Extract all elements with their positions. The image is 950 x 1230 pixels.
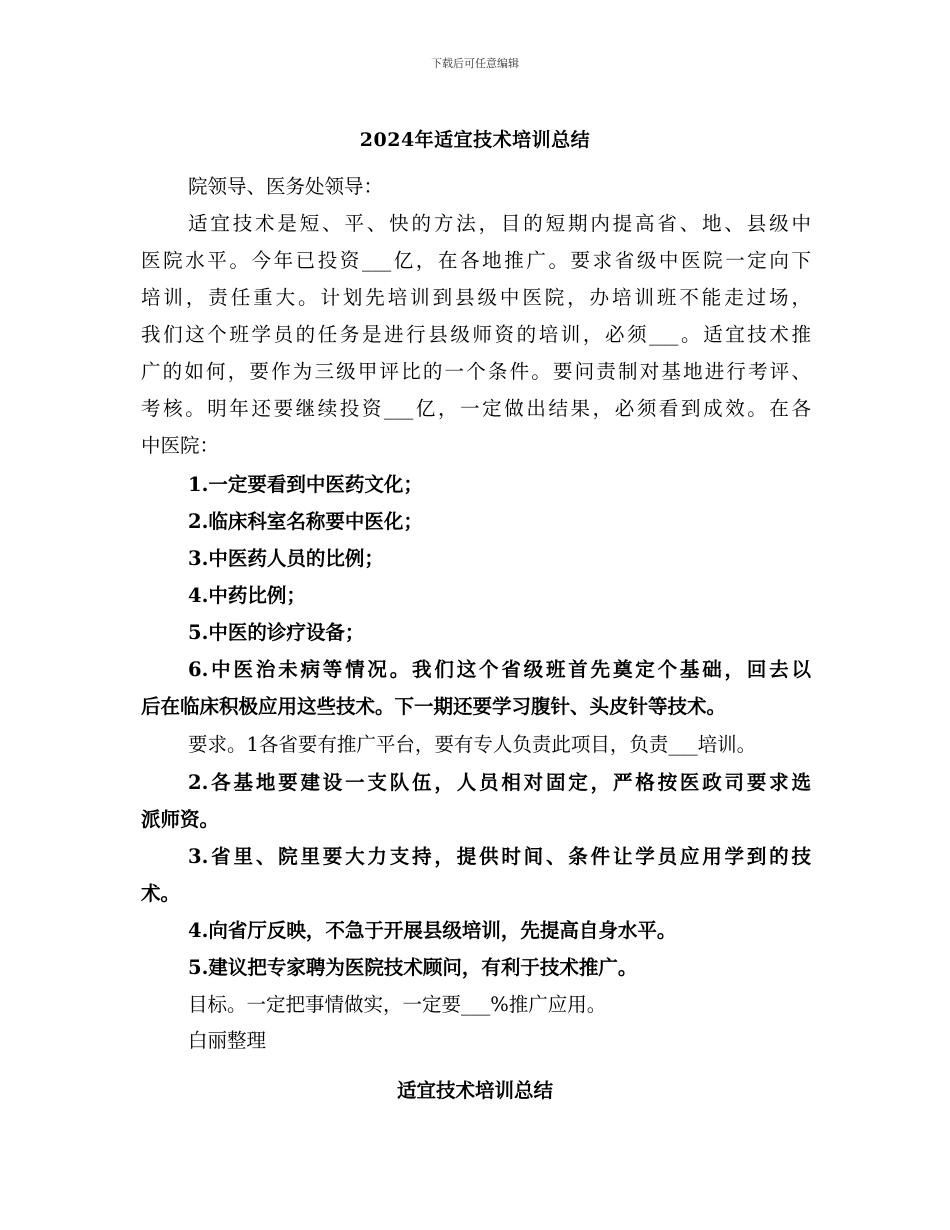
requirements-intro: 要求。1各省要有推广平台，要有专人负责此项目，负责___培训。 xyxy=(188,733,757,756)
requirement-3-line-2: 术。 xyxy=(141,882,181,905)
paragraph-1-line-6: 考核。明年还要继续投资___亿，一定做出结果，必须看到成效。在各 xyxy=(141,397,811,420)
requirement-3-line-1: 3.省里、院里要大力支持，提供时间、条件让学员应用学到的技 xyxy=(188,845,811,868)
requirement-4: 4.向省厅反映，不急于开展县级培训，先提高自身水平。 xyxy=(188,919,677,942)
goal: 目标。一定把事情做实，一定要___%推广应用。 xyxy=(188,993,607,1016)
list-item: 4.中药比例； xyxy=(188,584,306,607)
paragraph-1-line-1: 适宜技术是短、平、快的方法，目的短期内提高省、地、县级中 xyxy=(188,212,811,235)
list-item: 5.中医的诊疗设备； xyxy=(188,621,365,644)
paragraph-1-line-7: 中医院： xyxy=(141,434,220,457)
paragraph-1-line-4: 我们这个班学员的任务是进行县级师资的培训，必须___。适宜技术推 xyxy=(141,323,811,346)
requirement-2-line-2: 派师资。 xyxy=(141,808,220,831)
document-title: 2024年适宜技术培训总结 xyxy=(359,129,591,151)
list-item: 3.中医药人员的比例； xyxy=(188,547,384,570)
paragraph-1-line-3: 培训，责任重大。计划先培训到县级中医院，办培训班不能走过场， xyxy=(141,286,811,309)
item-6-line-2: 后在临床积极应用这些技术。下一期还要学习腹针、头皮针等技术。 xyxy=(141,695,727,718)
paragraph-1-line-5: 广的如何，要作为三级甲评比的一个条件。要问责制对基地进行考评、 xyxy=(141,360,811,383)
paragraph-1-line-2: 医院水平。今年已投资___亿，在各地推广。要求省级中医院一定向下 xyxy=(141,249,811,272)
header-note: 下载后可任意编辑 xyxy=(431,57,519,70)
salutation: 院领导、医务处领导： xyxy=(188,175,384,198)
signature: 白丽整理 xyxy=(188,1029,267,1052)
list-item: 2.临床科室名称要中医化； xyxy=(188,510,423,533)
item-6-line-1: 6.中医治未病等情况。我们这个省级班首先奠定个基础，回去以 xyxy=(188,658,811,681)
next-document-title: 适宜技术培训总结 xyxy=(396,1079,553,1102)
requirement-5: 5.建议把专家聘为医院技术顾问，有利于技术推广。 xyxy=(188,956,638,979)
list-item: 1.一定要看到中医药文化； xyxy=(188,473,423,496)
requirement-2-line-1: 2.各基地要建设一支队伍，人员相对固定，严格按医政司要求选 xyxy=(188,771,811,794)
